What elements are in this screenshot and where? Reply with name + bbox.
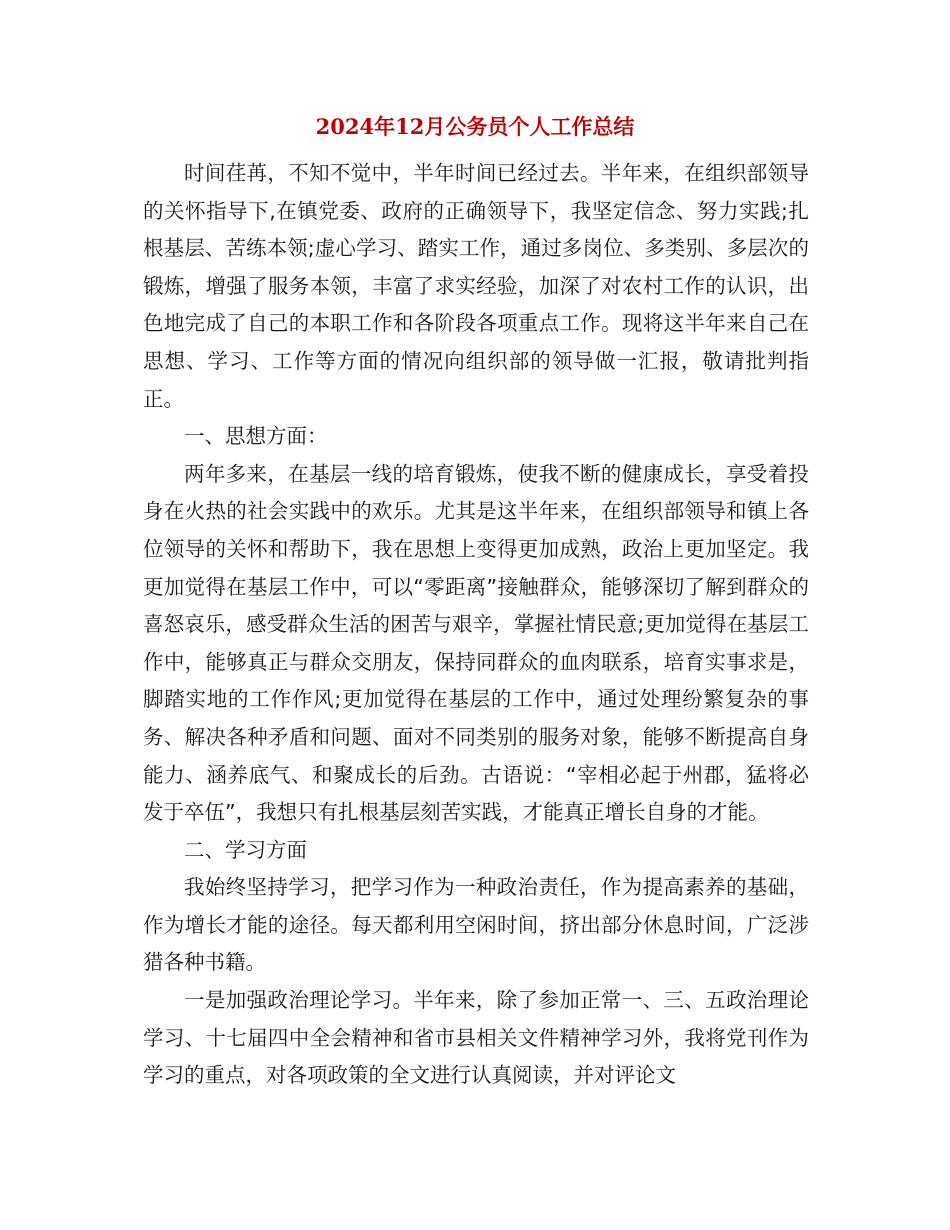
paragraph-study: 我始终坚持学习，把学习作为一种政治责任，作为提高素养的基础，作为增长才能的途径。每天都利用空闲时间，挤出部分休息时间，广泛涉猎各种书籍。 xyxy=(143,875,809,975)
section-heading-study: 二、学习方面 xyxy=(184,837,307,862)
document-title: 2024年12月公务员个人工作总结 xyxy=(315,114,635,139)
paragraph-thought: 两年多来，在基层一线的培育锻炼，使我不断的健康成长，享受着投身在火热的社会实践中的欢乐。尤其是这半年来，在组织部领导和镇上各位领导的关怀和帮助下，我在思想上变得更加成熟，政治上更加坚定。我更加觉得在基层工作中，可以“零距离”接触群众，能够深切了解到群众的喜怒哀乐，感受群众生活的困苦与艰辛，掌握社情民意;更加觉得在基层工作中，能够真正与群众交朋友，保持同群众的血肉联系，培育实事求是，脚踏实地的工作作风;更加觉得在基层的工作中，通过处理纷繁复杂的事务、解决各种矛盾和问题、面对不同类别的服务对象，能够不断提高自身能力、涵养底气、和聚成长的后劲。古语说：“宰相必起于州郡，猛将必发于卒伍”，我想只有扎根基层刻苦实践，才能真正增长自身的才能。 xyxy=(143,461,809,825)
paragraph-intro: 时间荏苒，不知不觉中，半年时间已经过去。半年来，在组织部领导的关怀指导下,在镇党委、政府的正确领导下，我坚定信念、努力实践;扎根基层、苦练本领;虚心学习、踏实工作，通过多岗位、多类别、多层次的锻炼，增强了服务本领，丰富了求实经验，加深了对农村工作的认识，出色地完成了自己的本职工作和各阶段各项重点工作。现将这半年来自己在思想、学习、工作等方面的情况向组织部的领导做一汇报，敬请批判指正。 xyxy=(143,161,809,411)
section-heading-thought: 一、思想方面： xyxy=(184,424,328,449)
paragraph-political-theory: 一是加强政治理论学习。半年来，除了参加正常一、三、五政治理论学习、十七届四中全会精神和省市县相关文件精神学习外，我将党刊作为学习的重点，对各项政策的全文进行认真阅读，并对评论文 xyxy=(143,988,809,1088)
document-body xyxy=(143,155,809,1095)
